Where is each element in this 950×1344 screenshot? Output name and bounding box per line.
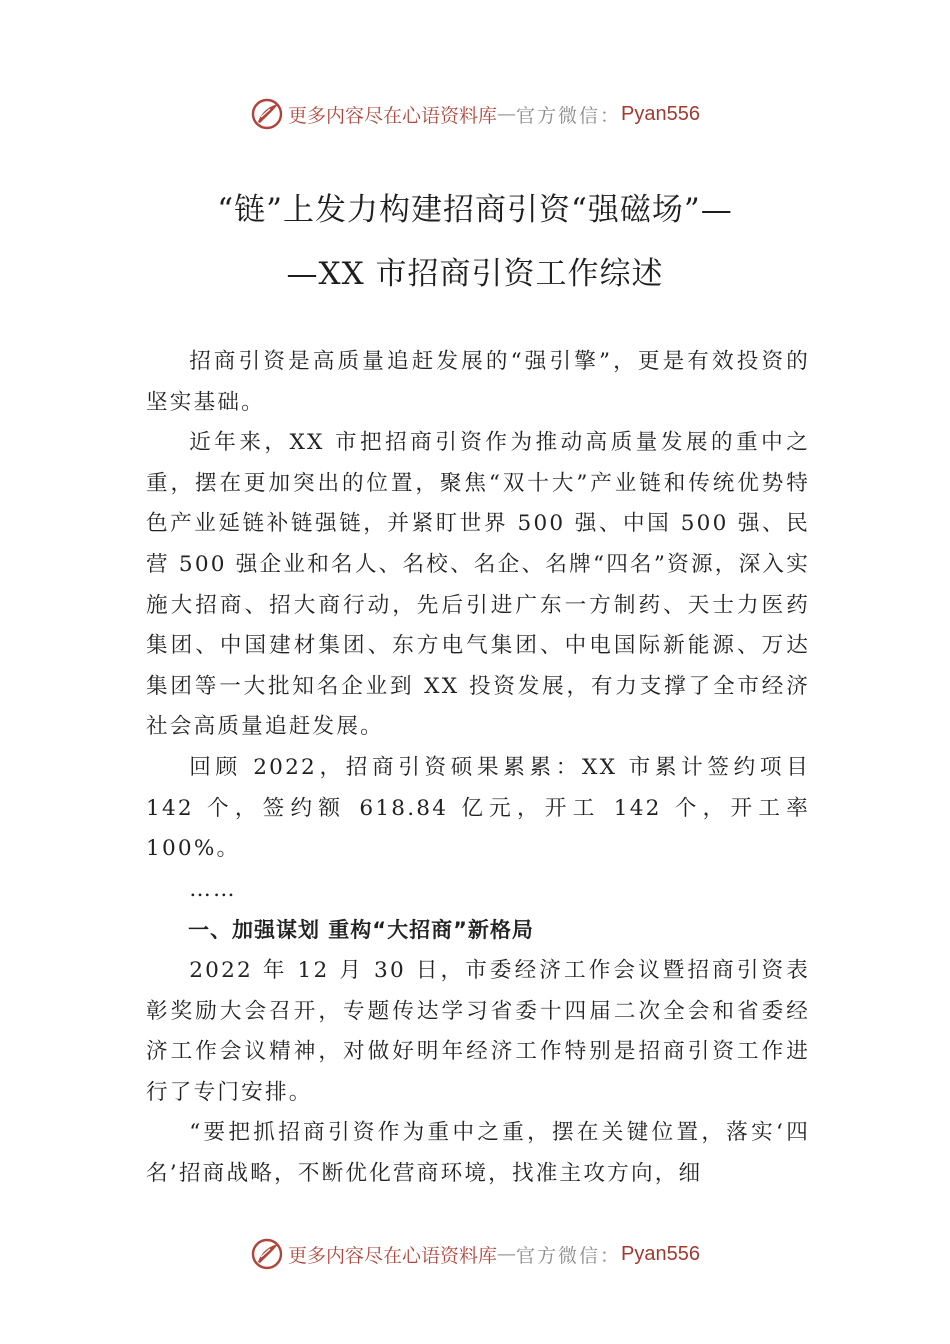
library-logo-icon bbox=[250, 1237, 284, 1271]
paragraph-overview: 近年来，XX 市把招商引资作为推动高质量发展的重中之重，摆在更加突出的位置，聚焦“双十大”产业链和传统优势特色产业延链补链强链，并紧盯世界 500 强、中国 500 强、民营 500 强企业和名人、名校、名企、名牌“四名”资源，深入实施大招商、招大商行动，先后引进广东一方制药、天士力医药集团、中国建材集团、东方电气集团、中电国际新能源、万达集团等一大批知名企业到 XX 投资发展，有力支撑了全市经济社会高质量追赶发展。 bbox=[146, 430, 810, 740]
watermark-header bbox=[0, 94, 950, 134]
library-logo-icon bbox=[250, 97, 284, 131]
document-title bbox=[150, 178, 800, 306]
watermark-separator: — bbox=[497, 1243, 517, 1265]
paragraph-review: 回顾 2022，招商引资硕果累累：XX 市累计签约项目 142 个，签约额 618.84 亿元，开工 142 个，开工率 100%。 bbox=[146, 754, 810, 862]
watermark-separator: — bbox=[497, 103, 517, 125]
watermark-text: 更多内容尽在心语资料库 bbox=[288, 104, 498, 127]
title-line-1: “链”上发力构建招商引资“强磁场”— bbox=[217, 192, 733, 228]
ellipsis: …… bbox=[189, 876, 237, 902]
watermark-wechat-label: 官方微信： bbox=[516, 1244, 622, 1267]
paragraph-intro: 招商引资是高质量追赶发展的“强引擎”，更是有效投资的坚实基础。 bbox=[146, 349, 810, 415]
document-body bbox=[146, 342, 810, 1194]
section1-paragraph-2: “要把抓招商引资作为重中之重，摆在关键位置，落实‘四名’招商战略，不断优化营商环境，找准主攻方向，细 bbox=[146, 1120, 810, 1186]
section1-paragraph-1: 2022 年 12 月 30 日，市委经济工作会议暨招商引资表彰奖励大会召开，专题传达学习省委十四届二次全会和省委经济工作会议精神，对做好明年经济工作特别是招商引资工作进行了专门安排。 bbox=[146, 957, 810, 1105]
watermark-footer bbox=[0, 1234, 950, 1274]
watermark-wechat-label: 官方微信： bbox=[516, 104, 622, 127]
watermark-wechat-id: Pyan556 bbox=[621, 1242, 700, 1265]
watermark-text: 更多内容尽在心语资料库 bbox=[288, 1244, 498, 1267]
title-line-2: —XX 市招商引资工作综述 bbox=[286, 256, 664, 292]
section-heading-1: 一、加强谋划 重构“大招商”新格局 bbox=[188, 918, 534, 943]
watermark-wechat-id: Pyan556 bbox=[621, 102, 700, 125]
